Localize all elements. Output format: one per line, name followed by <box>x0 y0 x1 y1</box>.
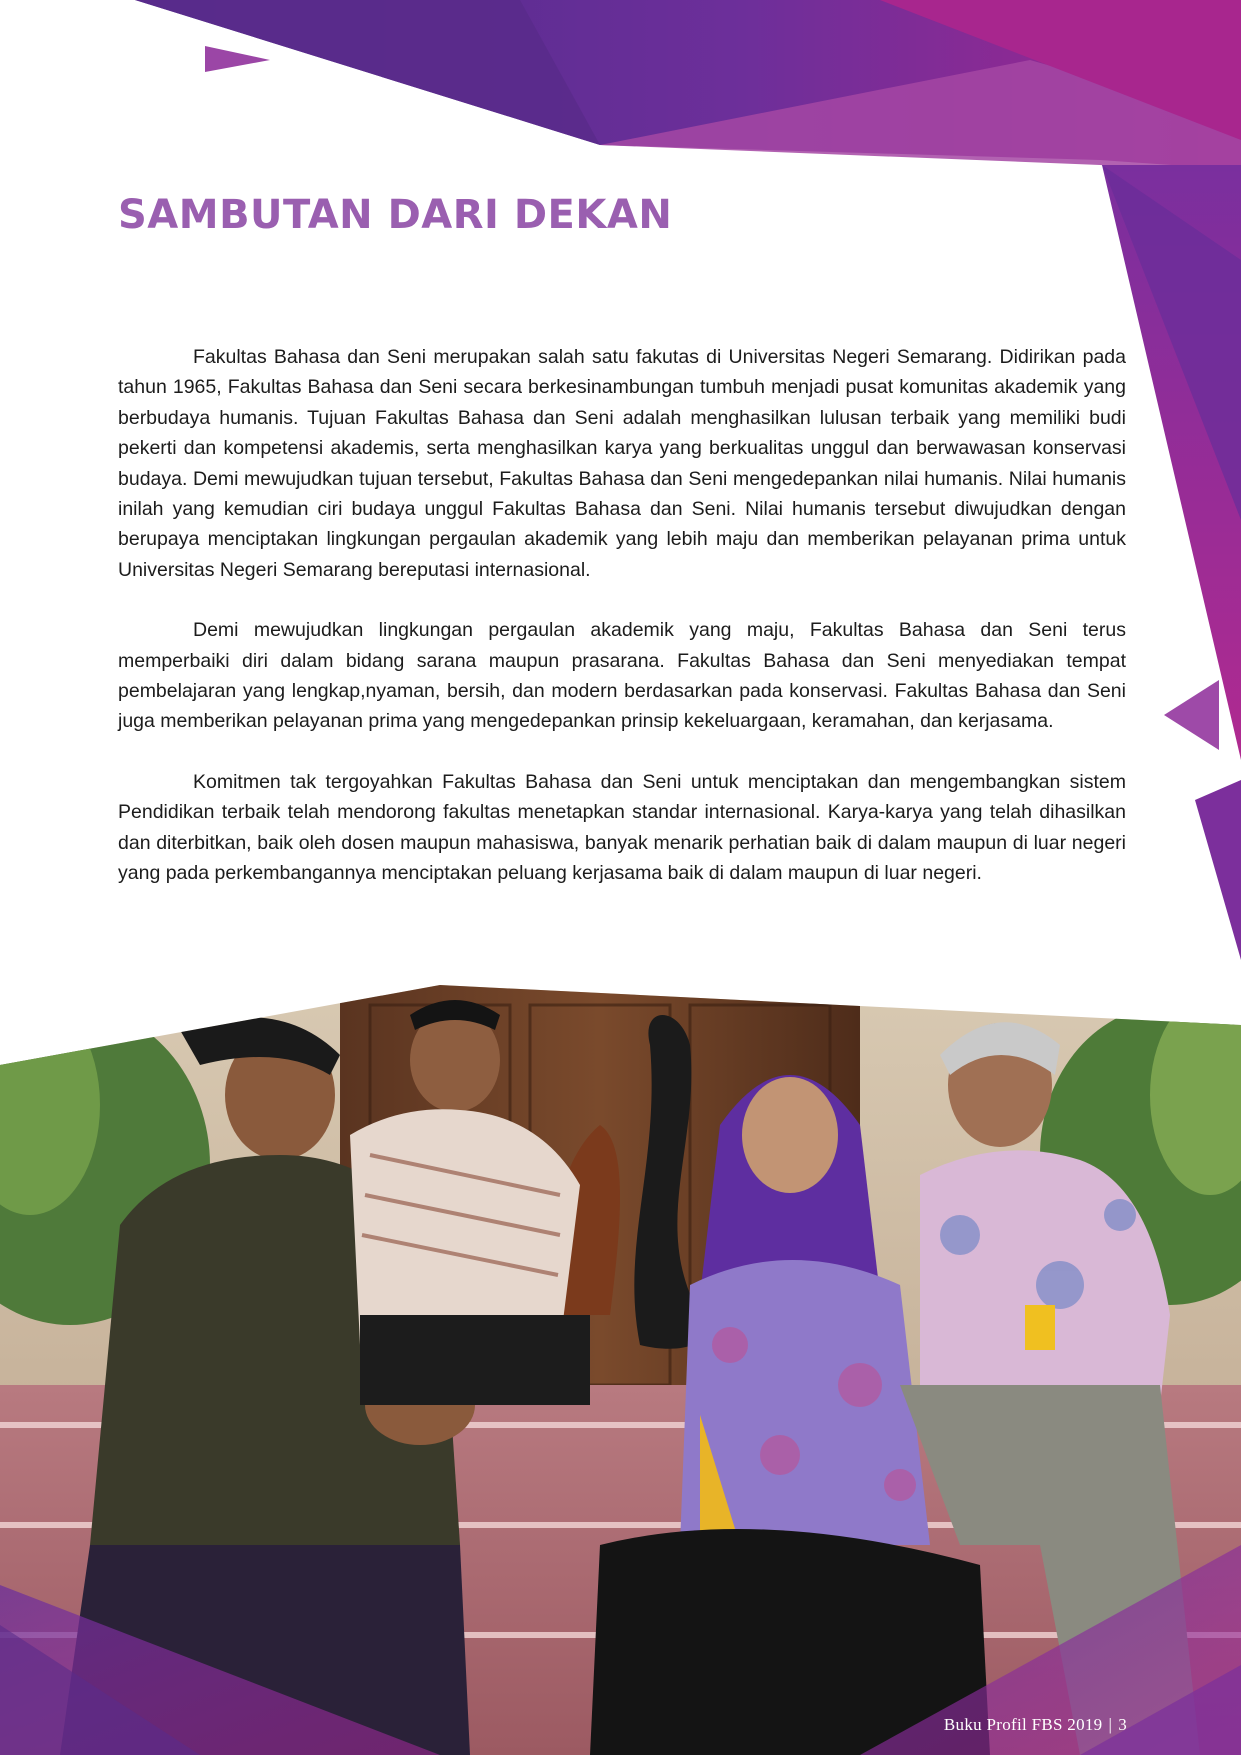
footer-separator: | <box>1108 1715 1113 1734</box>
page-title: SAMBUTAN DARI DEKAN <box>118 192 673 238</box>
group-photo <box>0 985 1241 1755</box>
paragraph-3: Komitmen tak tergoyahkan Fakultas Bahasa dan Seni untuk menciptakan dan mengembangkan sistem Pendidikan terbaik telah mendorong fakultas menetapkan standar internasional. Karya-karya yang telah dihasilkan dan diterbitkan, baik oleh dosen maupun mahasiswa, banyak menarik perhatian baik di dalam maupun di luar negeri yang pada perkembangannya menciptakan peluang kerjasama baik di dalam maupun di luar negeri. <box>118 770 1126 885</box>
body-text <box>118 342 1126 919</box>
paragraph-2: Demi mewujudkan lingkungan pergaulan akademik yang maju, Fakultas Bahasa dan Seni terus memperbaiki diri dalam bidang sarana maupun prasarana. Fakultas Bahasa dan Seni menyediakan tempat pembelajaran yang lengkap,nyaman, bersih, dan modern berdasarkan pada konservasi. Fakultas Bahasa dan Seni juga memberikan pelayanan prima yang mengedepankan prinsip kekeluargaan, keramahan, dan kerjasama. <box>118 619 1126 733</box>
paragraph-1: Fakultas Bahasa dan Seni merupakan salah satu fakutas di Universitas Negeri Semarang. Didirikan pada tahun 1965, Fakultas Bahasa dan Seni secara berkesinambungan tumbuh menjadi pusat komunitas akademik yang berbudaya humanis. Tujuan Fakultas Bahasa dan Seni adalah menghasilkan lulusan terbaik yang memiliki budi pekerti dan kompetensi akademis, serta menghasilkan karya yang berkualitas unggul dan berwawasan konservasi budaya. Demi mewujudkan tujuan tersebut, Fakultas Bahasa dan Seni mengedepankan nilai humanis. Nilai humanis inilah yang kemudian ciri budaya unggul Fakultas Bahasa dan Seni. Nilai humanis tersebut diwujudkan dengan berupaya menciptakan lingkungan pergaulan akademik yang lebih maju dan memberikan pelayanan prima untuk Universitas Negeri Semarang bereputasi internasional. <box>118 346 1126 581</box>
page-footer <box>944 1715 1127 1735</box>
footer-book-title: Buku Profil FBS 2019 <box>943 1715 1103 1734</box>
footer-page-number: 3 <box>1118 1715 1127 1734</box>
